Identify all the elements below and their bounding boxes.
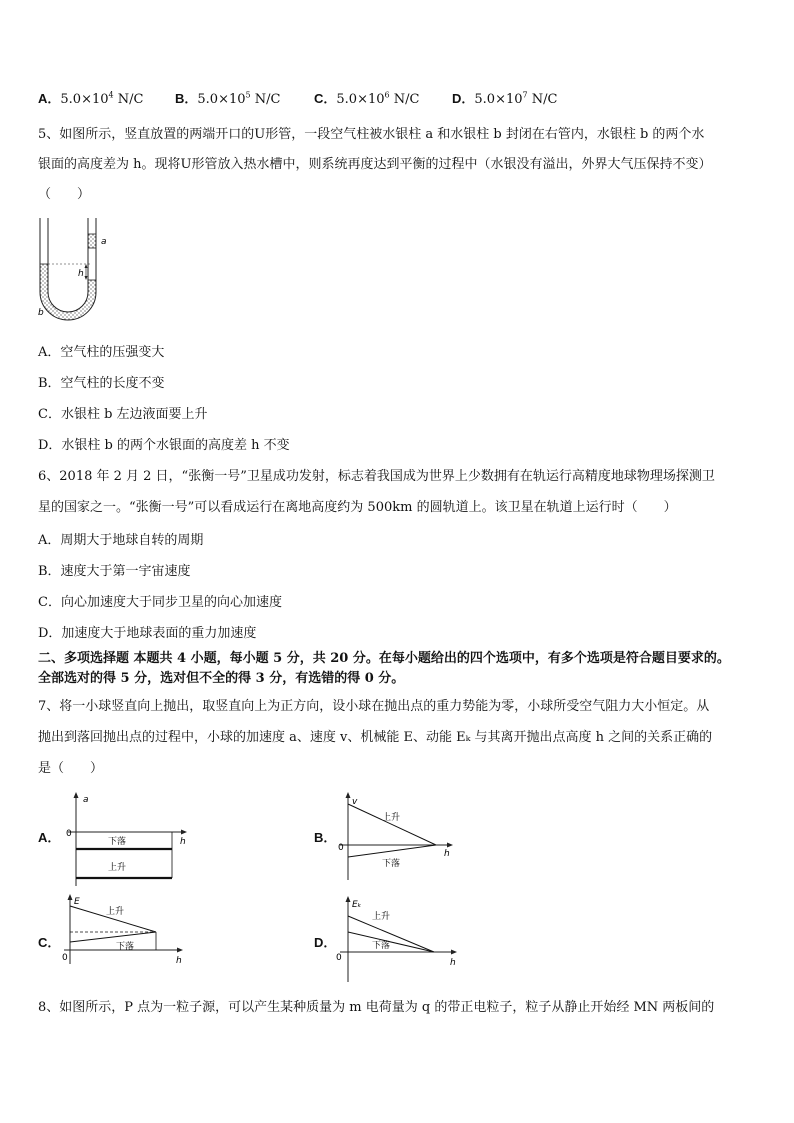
down-label: 下落 xyxy=(108,837,127,847)
u-tube-figure xyxy=(38,212,118,332)
q6-option-b: B．速度大于第一宇宙速度 xyxy=(38,564,191,579)
q6-option-c: C．向心加速度大于同步卫星的向心加速度 xyxy=(38,595,282,610)
q4-option-d xyxy=(452,88,557,107)
q7-graph-c-label: C． xyxy=(38,935,61,950)
q4-option-b xyxy=(175,88,280,107)
option-label: C． xyxy=(314,91,337,106)
x-axis-label: h xyxy=(444,849,450,859)
option-value: 5.0×10 xyxy=(197,92,246,107)
x-axis-label: h xyxy=(450,958,456,968)
label-a: a xyxy=(101,237,107,247)
q4-options-row xyxy=(38,88,758,108)
q7-graph-a-label: A． xyxy=(38,830,61,845)
x-axis-label: h xyxy=(176,956,182,966)
option-label: D． xyxy=(452,91,475,106)
down-label: 下落 xyxy=(116,942,135,952)
q4-option-c xyxy=(314,88,419,107)
option-exponent: 6 xyxy=(384,90,390,100)
q5-stem-line1: 5、如图所示，竖直放置的两端开口的U形管，一段空气柱被水银柱 a 和水银柱 b 封闭在右管内，水银柱 b 的两个水 xyxy=(38,127,705,142)
y-axis-label: Eₖ xyxy=(352,900,362,910)
q5-option-d: D．水银柱 b 的两个水银面的高度差 h 不变 xyxy=(38,438,290,453)
label-h: h xyxy=(78,269,84,279)
origin-label: 0 xyxy=(338,843,344,853)
option-label: B． xyxy=(175,91,198,106)
q7-graph-b xyxy=(332,790,462,882)
y-axis-label: E xyxy=(74,897,80,907)
option-value: 5.0×10 xyxy=(60,92,109,107)
option-exponent: 7 xyxy=(522,90,528,100)
q7-graph-d xyxy=(334,894,464,984)
q5-option-b: B．空气柱的长度不变 xyxy=(38,376,165,391)
y-axis-label: a xyxy=(83,795,89,805)
section2-line2: 全部选对的得 5 分，选对但不全的得 3 分，有选错的得 0 分。 xyxy=(38,671,405,686)
q7-graph-a xyxy=(60,790,200,890)
up-label: 上升 xyxy=(382,813,401,823)
option-exponent: 5 xyxy=(245,90,251,100)
q5-stem-line3: （ ） xyxy=(38,187,91,202)
down-label: 下落 xyxy=(382,859,401,869)
x-axis-label: h xyxy=(180,837,186,847)
q8-stem-line1: 8、如图所示，P 点为一粒子源，可以产生某种质量为 m 电荷量为 q 的带正电粒子，粒子从静止开始经 MN 两板间的 xyxy=(38,1000,715,1015)
option-exponent: 4 xyxy=(108,90,114,100)
section2-line1: 二、多项选择题 本题共 4 小题，每小题 5 分，共 20 分。在每小题给出的四个选项中，有多个选项是符合题目要求的。 xyxy=(38,651,730,666)
up-label: 上升 xyxy=(372,912,391,922)
q7-stem-line1: 7、将一小球竖直向上抛出，取竖直向上为正方向，设小球在抛出点的重力势能为零，小球所受空气阻力大小恒定。从 xyxy=(38,699,710,714)
up-label: 上升 xyxy=(106,907,125,917)
up-label: 上升 xyxy=(108,863,127,873)
option-label: A． xyxy=(38,91,61,106)
option-unit: N/C xyxy=(527,92,558,107)
origin-label: 0 xyxy=(66,829,72,839)
q5-option-c: C．水银柱 b 左边液面要上升 xyxy=(38,407,208,422)
q7-graph-b-label: B． xyxy=(314,830,337,845)
option-unit: N/C xyxy=(389,92,420,107)
q7-stem-line3: 是（ ） xyxy=(38,761,104,776)
q5-option-a: A．空气柱的压强变大 xyxy=(38,345,165,360)
q7-graph-d-label: D． xyxy=(314,935,337,950)
q7-graph-c xyxy=(60,892,190,966)
origin-label: 0 xyxy=(336,953,342,963)
q7-stem-line2: 抛出到落回抛出点的过程中，小球的加速度 a、速度 v、机械能 E、动能 Eₖ 与其离开抛出点高度 h 之间的关系正确的 xyxy=(38,730,713,745)
q5-stem-line2: 银面的高度差为 h。现将U形管放入热水槽中，则系统再度达到平衡的过程中（水银没有溢出，外界大气压保持不变） xyxy=(38,157,712,172)
q6-stem-line2: 星的国家之一。“张衡一号”可以看成运行在离地高度约为 500km 的圆轨道上。该卫星在轨道上运行时（ ） xyxy=(38,500,677,515)
option-value: 5.0×10 xyxy=(336,92,385,107)
origin-label: 0 xyxy=(62,953,68,963)
q6-stem-line1: 6、2018 年 2 月 2 日，“张衡一号”卫星成功发射，标志着我国成为世界上少数拥有在轨运行高精度地球物理场探测卫 xyxy=(38,469,715,484)
label-b: b xyxy=(38,308,44,318)
option-unit: N/C xyxy=(113,92,144,107)
q6-option-a: A．周期大于地球自转的周期 xyxy=(38,533,204,548)
y-axis-label: v xyxy=(352,797,358,807)
q4-option-a xyxy=(38,88,143,107)
option-value: 5.0×10 xyxy=(474,92,523,107)
q6-option-d: D．加速度大于地球表面的重力加速度 xyxy=(38,626,257,641)
down-label: 下落 xyxy=(372,941,391,951)
option-unit: N/C xyxy=(250,92,281,107)
